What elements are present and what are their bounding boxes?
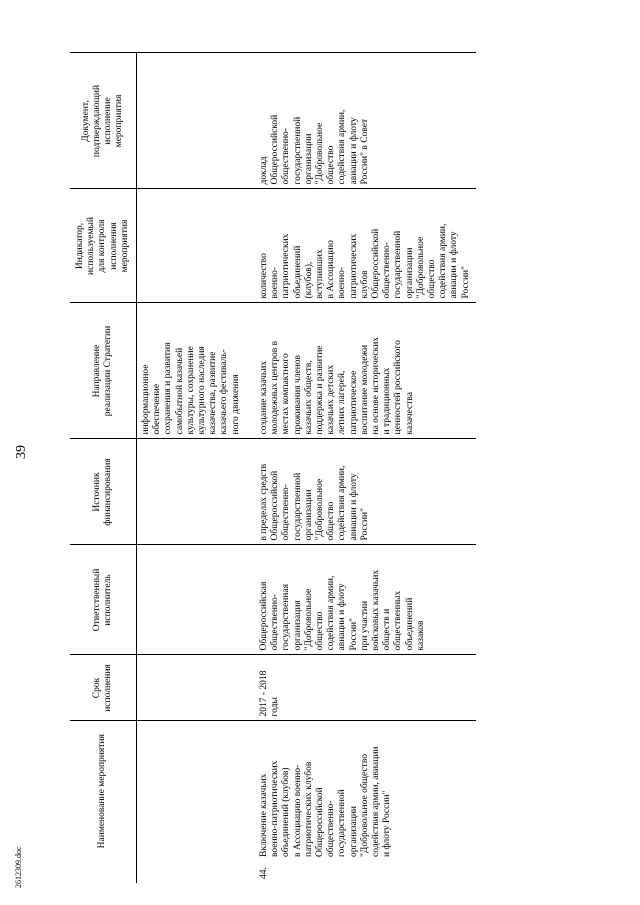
funding-cell: в пределах средств Общероссийской общественно- государственной организации "Добровольное общество содействия армии, авиации и флоту России" — [255, 439, 476, 545]
cont-document-cell — [137, 53, 256, 189]
header-measure-name: Наименование мероприятия — [70, 721, 137, 861]
measures-table — [70, 53, 476, 884]
table-row-44 — [255, 53, 476, 883]
document-cell: доклад Общероссийской общественно- государственной организации "Добровольное общество содействия армии, авиации и флоту России" в Совет — [255, 53, 476, 189]
header-direction: Направление реализации Стратегии — [70, 303, 137, 439]
rotated-table-container — [70, 53, 610, 883]
cont-indicator-cell — [137, 189, 256, 303]
header-number — [70, 861, 137, 883]
direction-cell: создание казачьих молодежных центров в местах компактного проживания членов казачьих обществ, поддержка и развитие казачьих детских летних лагерей, патриотическое воспитание молодежи на основе исторических и традиционных ценностей российского казачества — [255, 303, 476, 439]
row-number-cell: 44. — [259, 867, 269, 879]
measure-name-cell: Включение казачьих военно-патриотических объединений (клубов) в Ассоциацию военно- патриотических клубов Общероссийской общественно- государственной организации "Добровольное общество содействия армии, авиации и флоту России" — [255, 721, 476, 861]
page-number: 39 — [14, 445, 29, 459]
responsible-cell: Общероссийская общественно- государственная организация "Добровольное общество содействия армии, авиации и флоту России" при участии войсковых казачьих обществ и общественных объединений казаков — [255, 545, 476, 655]
table-header-row — [70, 53, 137, 883]
cont-direction-cell: информационное обеспечение сохранения и развития самобытной казачьей культуры, сохранение культурного наследия казачества, развитие казачьего фестиваль- ного движения — [137, 303, 256, 439]
header-deadline: Срок исполнения — [70, 655, 137, 721]
cont-funding-cell — [137, 439, 256, 545]
cont-responsible-cell — [137, 545, 256, 655]
document-code: 2612309.doc — [14, 846, 23, 888]
header-document: Документ, подтверждающий исполнение мероприятия — [70, 53, 137, 189]
indicator-cell: количество военно- патриотических объединений (клубов), вступивших в Ассоциацию военно- патриотических клубов Общероссийской общественно- государственной организации "Добровольное общество содействия армии, авиации и флоту России" — [255, 189, 476, 303]
header-indicator: Индикатор, используемый для контроля исполнения мероприятия — [70, 189, 137, 303]
cont-name-cell — [137, 721, 256, 861]
deadline-cell: 2017 - 2018 годы — [255, 655, 476, 721]
header-funding: Источник финансирования — [70, 439, 137, 545]
cont-number-cell — [137, 861, 256, 883]
continuation-row — [137, 53, 256, 883]
cont-deadline-cell — [137, 655, 256, 721]
header-responsible: Ответственный исполнитель — [70, 545, 137, 655]
